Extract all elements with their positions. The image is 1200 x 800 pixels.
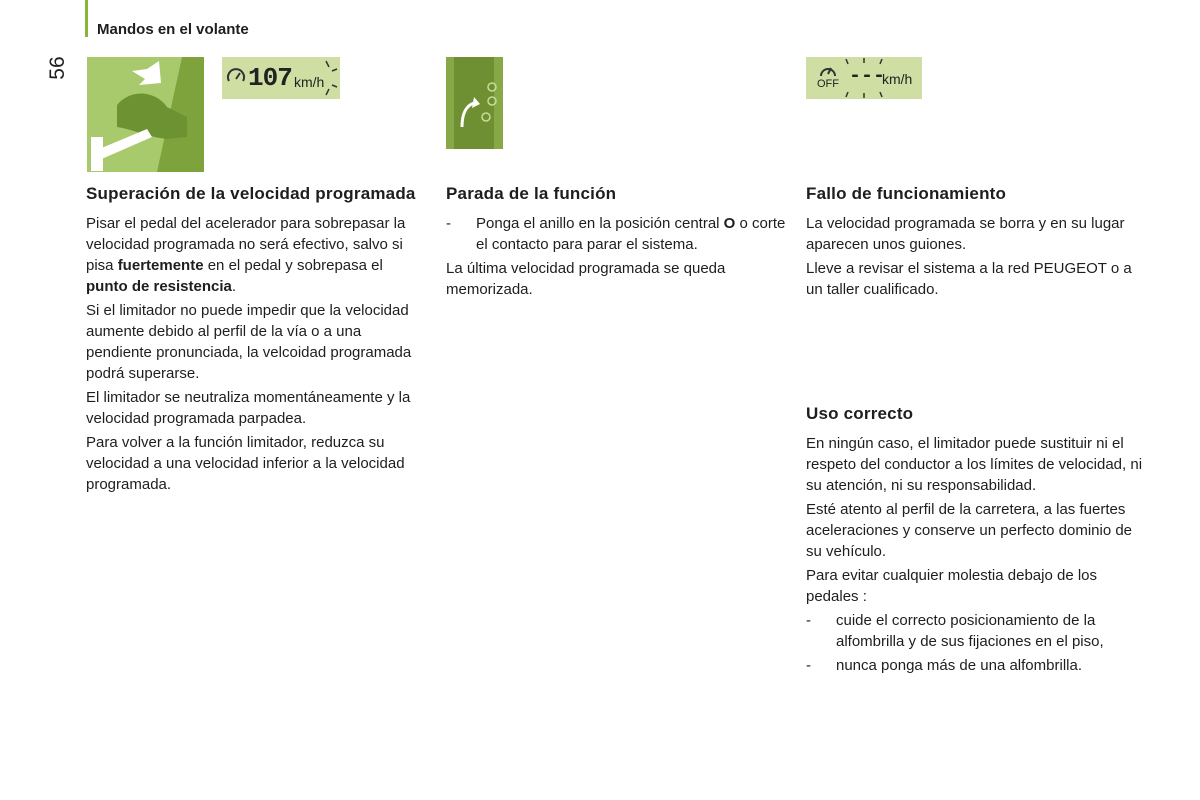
- section-malfunction: [806, 183, 1146, 303]
- paragraph: [86, 213, 426, 297]
- header-accent-bar: [85, 0, 88, 37]
- list-item: [446, 213, 786, 255]
- paragraph: El limitador se neutraliza momentáneamente y la velocidad programada parpadea.: [86, 389, 411, 427]
- header-title: Mandos en el volante: [97, 21, 249, 38]
- control-ring-illustration: [446, 57, 503, 149]
- bullet-dash: -: [806, 612, 811, 629]
- dashes-value: ---: [849, 65, 886, 88]
- bold-term: fuertemente: [117, 257, 204, 274]
- accelerator-pedal-illustration: [87, 57, 204, 172]
- paragraph: Para volver a la función limitador, reduzca su velocidad a una velocidad inferior a la velocidad programada.: [86, 434, 405, 493]
- list-item: [806, 610, 1146, 652]
- section-title: Uso correcto: [806, 404, 914, 423]
- fault-display: [806, 57, 922, 99]
- text-run: Ponga el anillo en la posición central: [476, 215, 724, 232]
- bold-term: O: [723, 215, 736, 232]
- paragraph: Lleve a revisar el sistema a la red PEUGEOT o a un taller cualificado.: [806, 260, 1132, 298]
- section-exceeding-speed: [86, 183, 426, 498]
- bullet-dash: -: [806, 657, 811, 674]
- speed-limiter-icon: [226, 67, 246, 87]
- text-run: Pisar el pedal del acelerador para sobrepasar la velocidad programada no será efectivo, salvo si pisa: [86, 215, 406, 274]
- section-correct-use: [806, 403, 1146, 679]
- bold-term: punto de resistencia: [86, 278, 232, 295]
- text-run: .: [231, 278, 237, 295]
- paragraph: Esté atento al perfil de la carretera, a las fuertes aceleraciones y conserve un perfecto dominio de su vehículo.: [806, 501, 1133, 560]
- paragraph: La velocidad programada se borra y en su lugar aparecen unos guiones.: [806, 215, 1125, 253]
- list-item-text: [476, 213, 786, 255]
- paragraph: Si el limitador no puede impedir que la velocidad aumente debido al perfil de la vía o a una pendiente pronunciada, la velcoidad programada podrá superarse.: [86, 302, 412, 382]
- paragraph: En ningún caso, el limitador puede sustituir ni el respeto del conductor a los límites de velocidad, ni su atención, ni su responsabilidad.: [806, 435, 1143, 494]
- speed-unit: km/h: [294, 74, 325, 90]
- foot-pedal-icon: [87, 57, 204, 172]
- speed-value: 107: [248, 63, 292, 93]
- speed-display: [222, 57, 340, 99]
- text-run: o corte el contacto para parar el sistema.: [476, 215, 786, 253]
- page-number: 56: [46, 56, 69, 80]
- section-title: Superación de la velocidad programada: [86, 184, 416, 203]
- blink-rays-icon: [320, 59, 338, 97]
- list-item: [806, 655, 1146, 676]
- list-item-text: nunca ponga más de una alfombrilla.: [836, 657, 1082, 674]
- ring-rotate-icon: [446, 57, 503, 149]
- bullet-dash: -: [446, 215, 451, 232]
- section-title: Fallo de funcionamiento: [806, 184, 1007, 203]
- text-run: en el pedal y sobrepasa el: [203, 257, 383, 274]
- list-item-text: cuide el correcto posicionamiento de la alfombrilla y de sus fijaciones en el piso,: [836, 612, 1104, 650]
- section-stopping-function: [446, 183, 786, 303]
- paragraph: La última velocidad programada se queda memorizada.: [446, 260, 726, 298]
- off-label: OFF: [817, 78, 839, 90]
- section-title: Parada de la función: [446, 184, 617, 203]
- speed-limiter-icon: [818, 63, 838, 79]
- fault-unit: km/h: [882, 71, 913, 87]
- blink-rays-icon: [842, 57, 886, 99]
- paragraph: Para evitar cualquier molestia debajo de los pedales :: [806, 567, 1097, 605]
